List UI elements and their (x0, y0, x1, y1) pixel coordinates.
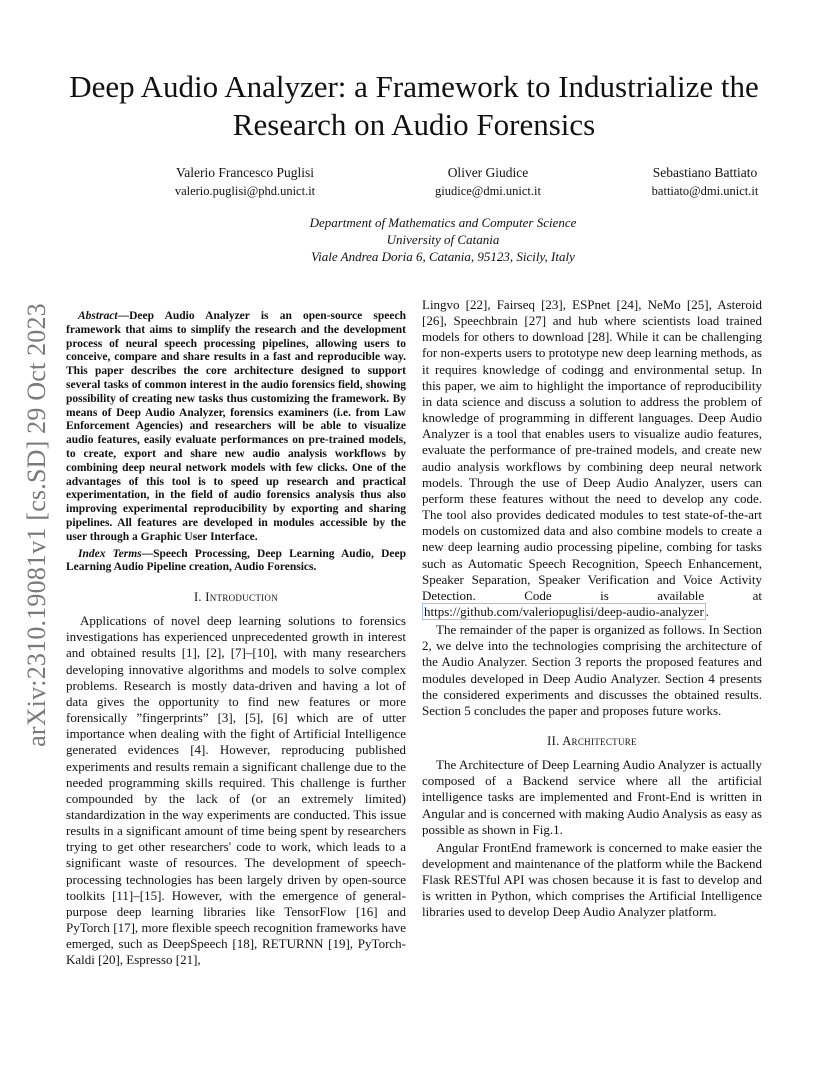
intro-end-punct: . (705, 603, 710, 619)
author-email: valerio.puglisi@phd.unict.it (174, 184, 316, 198)
abstract-lead: Abstract (78, 310, 118, 322)
arxiv-id-text: arXiv:2310.19081v1 [cs.SD] 29 Oct 2023 (22, 303, 51, 747)
address: Viale Andrea Doria 6, Catania, 95123, Sicily, Italy (311, 249, 575, 264)
right-column (422, 297, 762, 921)
author-email: giudice@dmi.unict.it (435, 184, 541, 198)
author-1 (150, 163, 340, 201)
paper-title: Deep Audio Analyzer: a Framework to Industrialize the Research on Audio Forensics (69, 69, 759, 142)
index-terms-text: —Speech Processing, Deep Learning Audio, Deep Learning Audio Pipeline creation, Audio Forensics. (66, 547, 406, 574)
author-2 (393, 163, 583, 201)
author-name: Oliver Giudice (447, 165, 529, 180)
abstract (66, 310, 406, 545)
intro-continued-text: Lingvo [22], Fairseq [23], ESPnet [24], NeMo [25], Asteroid [26], Speechbrain [27] and hub where scientists load trained models for others to download [28]. While it can be challenging for non-experts users to prototype new deep learning methods, as it requires knowledge of codingg and environmental setup. In this paper, we aim to highlight the importance of reproducibility in data science and discuss a solution to address the problem of knowledge of programming in different languages. Deep Audio Analyzer is a tool that enables users to visualize audio features, evaluate the performance of pre-trained models, and create new audio analysis workflows by combining deep neural network models. Through the use of Deep Audio Analyzer, users can perform these features without the need to develop any code. The tool also provides dedicated modules to test state-of-the-art models on customized data and also combine models to create a new deep learning audio processing pipeline, combing for tasks such as Automatic Speech Recognition, Speech Enhancement, Speaker Separation, Speaker Verification and Voice Activity Detection. Code is available at (422, 297, 762, 603)
section-heading-architecture: II. Architecture (547, 734, 637, 749)
architecture-paragraph-2: Angular FrontEnd framework is concerned to make easier the development and maintenance of the platform while the Backend Flask RESTful API was chosen because it is fast to develop and is written in Python, which comprises the Artificial Intelligence libraries used to develop Deep Audio Analyzer platform. (422, 839, 762, 920)
author-name: Sebastiano Battiato (652, 165, 758, 180)
intro-paragraph-2: The remainder of the paper is organized as follows. In Section 2, we delve into the technologies comprising the architecture of the Audio Analyzer. Section 3 reports the proposed features and modules developed in Deep Audio Analyzer. Section 4 presents the considered experiments and discusses the obtained results. Section 5 concludes the paper and proposes future works. (422, 622, 762, 718)
code-link[interactable]: https://github.com/valeriopuglisi/deep-audio-analyzer (424, 603, 704, 619)
intro-paragraph-1: Applications of novel deep learning solutions to forensics investigations has experienced unprecedented growth in interest and obtained results [1], [2], [7]–[10], with many researchers developing innovative algorithms and models to solve complex problems. Research is mostly data-driven and having a lot of data gives the opportunity to find new features or more forensically ”fingerprints” [3], [5], [6] which are of utter importance when dealing with the fight of Artificial Intelligence generated evidences [4]. However, reproducing published experiments and results remain a significant challenge due to the needed programming skills required. This challenge is further compounded by the lack of (or an extremely limited) standardization in the way experiments are conducted. This issue results in a significant amount of time being spent by researchers trying to get other researchers' code to work, which leads to a significant waste of resources. The development of speech-processing technologies has been largely driven by open-source toolkits [11]–[15]. However, with the emergence of general-purpose deep learning libraries like TensorFlow [16] and PyTorch [17], more flexible speech recognition frameworks have emerged, such as DeepSpeech [18], RETURNN [19], PyTorch-Kaldi [20], Espresso [21], (66, 613, 406, 968)
department: Department of Mathematics and Computer Science (309, 215, 577, 230)
author-name: Valerio Francesco Puglisi (176, 165, 314, 180)
university: University of Catania (386, 232, 500, 247)
section-heading-introduction: I. Introduction (193, 590, 279, 605)
affiliation (200, 214, 686, 265)
intro-paragraph-1-continued (422, 297, 762, 620)
index-terms (66, 548, 406, 576)
arxiv-identifier (22, 290, 52, 760)
author-email: battiato@dmi.unict.it (651, 184, 759, 198)
author-3 (610, 163, 800, 201)
architecture-paragraph-1: The Architecture of Deep Learning Audio Analyzer is actually composed of a Backend service where all the artificial intelligence tasks are implemented and Front-End is written in Angular and is concerned with making Audio Analysis as easy as possible as shown in Fig.1. (422, 757, 762, 837)
abstract-text: —Deep Audio Analyzer is an open-source speech framework that aims to simplify the research and the development process of neural speech processing pipelines, allowing users to conceive, compare and share results in a fast and reproducible way. This paper describes the core architecture designed to support several tasks of common interest in the audio forensics field, showing possibility of creating new tasks thus customizing the framework. By means of Deep Audio Analyzer, forensics examiners (i.e. from Law Enforcement Agencies) and researchers will be able to visualize audio features, easily evaluate performances on pre-trained models, to create, export and share new audio analysis workflows by combining deep neural network models with few clicks. One of the advantages of this tool is to speed up research and practical experimentation, in the field of audio forensics analysis thus also improving experimental reproducibility by exporting and sharing pipelines. All features are developed in modules accessible by the user through a Graphic User Interface. (66, 310, 406, 543)
left-column (66, 310, 406, 969)
index-terms-lead: Index Terms (78, 547, 142, 560)
